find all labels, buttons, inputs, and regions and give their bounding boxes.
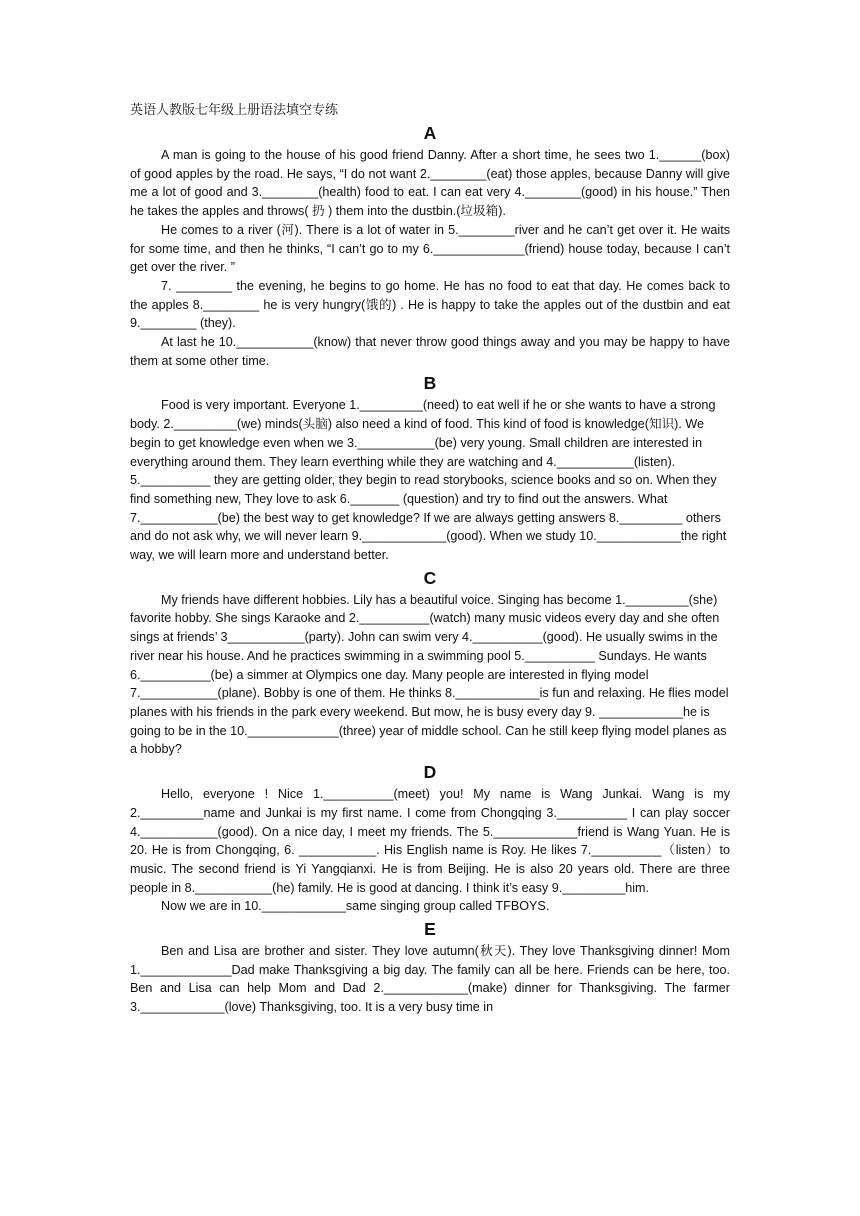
paragraph: He comes to a river (河). There is a lot of water in 5.________river and he can’t get over it. He waits for some time, and then he thinks, “I can’t go to my 6._____________(friend) house today, because I can’t get over the river. ” [130,222,730,275]
paragraph: A man is going to the house of his good friend Danny. After a short time, he sees two 1.______(box) of good apples by the road. He says, “I do not want 2.________(eat) those apples, because Danny will give me a lot of good and 3.________(health) food to eat. I can eat very 4.________(good) in his house.” Then he takes the apples and throws( 扔 ) them into the dustbin.(垃圾箱). [130,148,730,219]
section-heading: D [423,762,437,783]
paragraph: Hello, everyone ! Nice 1.__________(meet) you! My name is Wang Junkai. Wang is my 2._________name and Junkai is my first name. I come from Chongqing 3.__________ I can play soccer 4.___________(good). On a nice day, I meet my friends. The 5.____________friend is Wang Yuan. He is 20. He is from Chongqing, 6. ___________. His English name is Roy. He likes 7.__________（listen）to music. The second friend is Yi Yangqianxi. He is from Beijing. He is also 20 years old. There are three people in 8.___________(he) family. He is good at dancing. I think it’s easy 9._________him. [130,787,730,895]
section-b [130,372,730,564]
paragraph: My friends have different hobbies. Lily has a beautiful voice. Singing has become 1._________(she) favorite hobby. She sings Karaoke and 2.__________(watch) many music videos every day and she often sings at friends’ 3___________(party). John can swim very 4.__________(good). He usually swims in the river near his house. And he practices swimming in a swimming pool 5.__________ Sundays. He wants 6.__________(be) a simmer at Olympics one day. Many people are interested in flying model 7.___________(plane). Bobby is one of them. He thinks 8.____________is fun and relaxing. He flies model planes with his friends in the park every weekend. But mow, he is busy every day 9. ____________he is going to be in the 10._____________(three) year of middle school. Can he still keep flying model planes as a hobby? [130,592,729,757]
section-c [130,567,730,759]
paragraph: Ben and Lisa are brother and sister. They love autumn(秋天). They love Thanksgiving dinner! Mom 1._____________Dad make Thanksgiving a big day. The family can all be here. Friends can be here, too. Ben and Lisa can help Mom and Dad 2.____________(make) dinner for Thanksgiving. The farmer 3.____________(love) Thanksgiving, too. It is a very busy time in [130,944,730,1015]
paragraph: Now we are in 10.____________same singing group called TFBOYS. [161,899,550,914]
paragraph: At last he 10.___________(know) that never throw good things away and you may be happy to have them at some other time. [130,335,730,368]
document-title: 英语人教版七年级上册语法填空专练 [130,103,339,118]
section-heading: C [423,567,437,588]
section-heading: B [423,373,437,394]
section-d [130,761,730,916]
section-heading: E [424,919,436,940]
section-e [130,918,730,1017]
section-a [130,122,730,370]
section-heading: A [423,123,437,143]
document-page [130,102,730,1017]
paragraph: Food is very important. Everyone 1._________(need) to eat well if he or she wants to have a strong body. 2._________(we) minds(头脑) also need a kind of food. This kind of food is knowledge(知识). We begin to get knowledge even when we 3.___________(be) very young. Small children are interested in everything around them. They learn everthing while they are watching and 4.___________(listen). 5.__________ they are getting older, they begin to read storybooks, science books and so on. When they find something new, They love to ask 6._______ (question) and try to find out the answers. What 7.___________(be) the best way to get knowledge? If we are always getting answers 8._________ others and do not ask why, we will never learn 9.____________(good). When we study 10.____________the right way, we will learn more and understand better. [130,398,727,563]
paragraph: 7. ________ the evening, he begins to go home. He has no food to eat that day. He comes back to the apples 8.________ he is very hungry(饿的) . He is happy to take the apples out of the dustbin and eat 9.________ (they). [130,278,730,331]
